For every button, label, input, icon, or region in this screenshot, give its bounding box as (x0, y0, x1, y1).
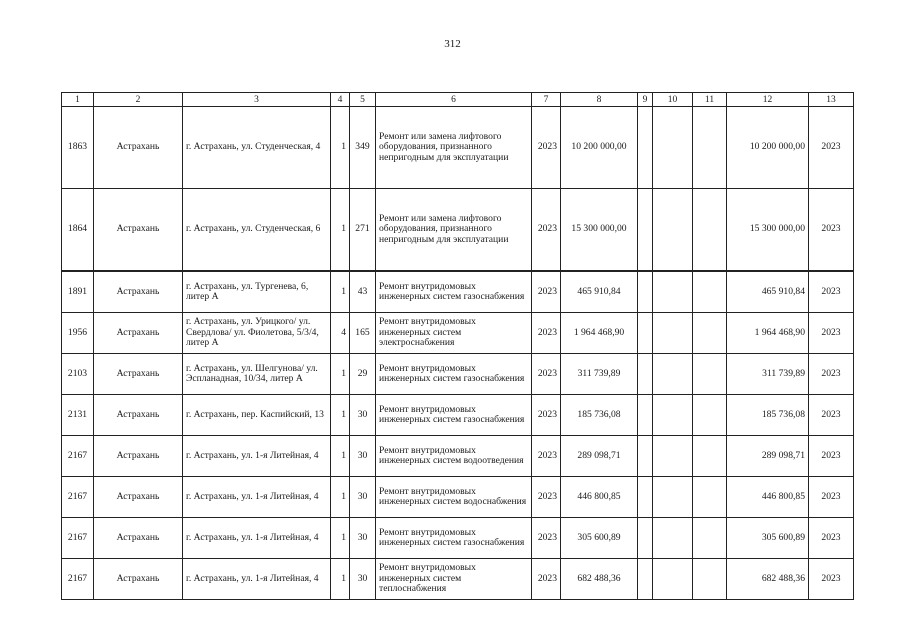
table-body (62, 107, 854, 600)
cell-completion-year: 2023 (809, 436, 854, 477)
column-header: 7 (532, 93, 561, 107)
cell-number: 2167 (62, 436, 94, 477)
column-header: 4 (331, 93, 350, 107)
cell-completion-year: 2023 (809, 477, 854, 518)
cell-col9 (638, 477, 653, 518)
cell-municipality: Астрахань (94, 189, 183, 272)
cell-col5: 30 (350, 518, 376, 559)
cell-completion-year: 2023 (809, 395, 854, 436)
table-header (62, 93, 854, 107)
cell-year: 2023 (532, 477, 561, 518)
cell-col5: 30 (350, 559, 376, 600)
cell-col9 (638, 189, 653, 272)
cell-municipality: Астрахань (94, 518, 183, 559)
cell-address: г. Астрахань, ул. Студенческая, 6 (183, 189, 331, 272)
cell-col10 (653, 107, 693, 189)
cell-col9 (638, 354, 653, 395)
cell-total: 682 488,36 (727, 559, 809, 600)
table-row (62, 107, 854, 189)
cell-col5: 349 (350, 107, 376, 189)
cell-col10 (653, 518, 693, 559)
cell-col4: 1 (331, 477, 350, 518)
cell-year: 2023 (532, 436, 561, 477)
cell-col9 (638, 559, 653, 600)
cell-col5: 30 (350, 436, 376, 477)
cell-municipality: Астрахань (94, 313, 183, 354)
cell-municipality: Астрахань (94, 436, 183, 477)
cell-number: 2167 (62, 559, 94, 600)
cell-col11 (693, 271, 727, 313)
cell-address: г. Астрахань, ул. 1-я Литейная, 4 (183, 518, 331, 559)
cell-col9 (638, 395, 653, 436)
cell-total: 305 600,89 (727, 518, 809, 559)
cell-number: 2167 (62, 477, 94, 518)
cell-municipality: Астрахань (94, 395, 183, 436)
cell-col4: 1 (331, 271, 350, 313)
cell-number: 1864 (62, 189, 94, 272)
cell-year: 2023 (532, 313, 561, 354)
cell-col10 (653, 271, 693, 313)
cell-municipality: Астрахань (94, 477, 183, 518)
cell-number: 1863 (62, 107, 94, 189)
cell-col11 (693, 436, 727, 477)
cell-cost: 311 739,89 (561, 354, 638, 395)
cell-completion-year: 2023 (809, 313, 854, 354)
cell-total: 311 739,89 (727, 354, 809, 395)
cell-work-type: Ремонт внутридомовых инженерных систем газоснабжения (376, 271, 532, 313)
cell-total: 1 964 468,90 (727, 313, 809, 354)
table-row (62, 559, 854, 600)
page-number: 312 (444, 38, 461, 50)
cell-completion-year: 2023 (809, 354, 854, 395)
cell-col9 (638, 518, 653, 559)
cell-address: г. Астрахань, ул. 1-я Литейная, 4 (183, 559, 331, 600)
cell-col11 (693, 189, 727, 272)
cell-work-type: Ремонт или замена лифтового оборудования, признанного непригодным для эксплуатации (376, 189, 532, 272)
cell-col11 (693, 559, 727, 600)
column-header: 9 (638, 93, 653, 107)
table-row (62, 354, 854, 395)
cell-col9 (638, 107, 653, 189)
cell-address: г. Астрахань, ул. 1-я Литейная, 4 (183, 436, 331, 477)
cell-work-type: Ремонт внутридомовых инженерных систем теплоснабжения (376, 559, 532, 600)
cell-col9 (638, 313, 653, 354)
cell-address: г. Астрахань, ул. Шелгунова/ ул. Эспланадная, 10/34, литер А (183, 354, 331, 395)
cell-col5: 271 (350, 189, 376, 272)
cell-col4: 1 (331, 436, 350, 477)
column-header: 8 (561, 93, 638, 107)
cell-col4: 1 (331, 354, 350, 395)
cell-number: 1956 (62, 313, 94, 354)
column-header: 1 (62, 93, 94, 107)
column-header: 6 (376, 93, 532, 107)
cell-number: 2103 (62, 354, 94, 395)
cell-address: г. Астрахань, ул. Студенческая, 4 (183, 107, 331, 189)
column-header: 3 (183, 93, 331, 107)
cell-col4: 1 (331, 189, 350, 272)
cell-year: 2023 (532, 354, 561, 395)
cell-cost: 305 600,89 (561, 518, 638, 559)
cell-col10 (653, 395, 693, 436)
cell-work-type: Ремонт внутридомовых инженерных систем водоснабжения (376, 477, 532, 518)
column-header: 10 (653, 93, 693, 107)
cell-cost: 185 736,08 (561, 395, 638, 436)
cell-total: 10 200 000,00 (727, 107, 809, 189)
cell-municipality: Астрахань (94, 271, 183, 313)
cell-work-type: Ремонт или замена лифтового оборудования, признанного непригодным для эксплуатации (376, 107, 532, 189)
cell-col10 (653, 354, 693, 395)
cell-cost: 10 200 000,00 (561, 107, 638, 189)
registry-table (61, 92, 854, 600)
cell-col5: 165 (350, 313, 376, 354)
cell-col5: 30 (350, 477, 376, 518)
cell-municipality: Астрахань (94, 559, 183, 600)
cell-cost: 465 910,84 (561, 271, 638, 313)
column-header: 13 (809, 93, 854, 107)
cell-col5: 29 (350, 354, 376, 395)
cell-cost: 15 300 000,00 (561, 189, 638, 272)
cell-col9 (638, 436, 653, 477)
cell-col4: 1 (331, 107, 350, 189)
cell-completion-year: 2023 (809, 518, 854, 559)
cell-work-type: Ремонт внутридомовых инженерных систем газоснабжения (376, 354, 532, 395)
cell-col10 (653, 189, 693, 272)
cell-cost: 1 964 468,90 (561, 313, 638, 354)
cell-cost: 682 488,36 (561, 559, 638, 600)
cell-col10 (653, 436, 693, 477)
column-header: 5 (350, 93, 376, 107)
cell-col10 (653, 313, 693, 354)
cell-number: 1891 (62, 271, 94, 313)
cell-col9 (638, 271, 653, 313)
cell-municipality: Астрахань (94, 107, 183, 189)
cell-address: г. Астрахань, ул. Тургенева, 6, литер А (183, 271, 331, 313)
cell-year: 2023 (532, 395, 561, 436)
table-row (62, 271, 854, 313)
cell-total: 465 910,84 (727, 271, 809, 313)
cell-total: 446 800,85 (727, 477, 809, 518)
cell-cost: 289 098,71 (561, 436, 638, 477)
cell-cost: 446 800,85 (561, 477, 638, 518)
cell-work-type: Ремонт внутридомовых инженерных систем водоотведения (376, 436, 532, 477)
table-row (62, 395, 854, 436)
cell-col10 (653, 477, 693, 518)
cell-col5: 30 (350, 395, 376, 436)
table-row (62, 313, 854, 354)
header-row (62, 93, 854, 107)
cell-number: 2131 (62, 395, 94, 436)
cell-col4: 1 (331, 395, 350, 436)
cell-address: г. Астрахань, ул. Урицкого/ ул. Свердлова/ ул. Фиолетова, 5/3/4, литер А (183, 313, 331, 354)
cell-work-type: Ремонт внутридомовых инженерных систем газоснабжения (376, 395, 532, 436)
cell-completion-year: 2023 (809, 189, 854, 272)
table-row (62, 518, 854, 559)
column-header: 12 (727, 93, 809, 107)
cell-col4: 4 (331, 313, 350, 354)
cell-col4: 1 (331, 518, 350, 559)
cell-total: 185 736,08 (727, 395, 809, 436)
cell-municipality: Астрахань (94, 354, 183, 395)
cell-work-type: Ремонт внутридомовых инженерных систем газоснабжения (376, 518, 532, 559)
cell-col11 (693, 518, 727, 559)
cell-completion-year: 2023 (809, 559, 854, 600)
cell-total: 15 300 000,00 (727, 189, 809, 272)
table-row (62, 436, 854, 477)
cell-total: 289 098,71 (727, 436, 809, 477)
cell-col11 (693, 107, 727, 189)
cell-col4: 1 (331, 559, 350, 600)
cell-col11 (693, 354, 727, 395)
table-row (62, 477, 854, 518)
cell-col11 (693, 313, 727, 354)
cell-address: г. Астрахань, ул. 1-я Литейная, 4 (183, 477, 331, 518)
cell-year: 2023 (532, 271, 561, 313)
cell-col11 (693, 477, 727, 518)
cell-address: г. Астрахань, пер. Каспийский, 13 (183, 395, 331, 436)
column-header: 2 (94, 93, 183, 107)
cell-work-type: Ремонт внутридомовых инженерных систем электроснабжения (376, 313, 532, 354)
cell-completion-year: 2023 (809, 107, 854, 189)
cell-year: 2023 (532, 189, 561, 272)
cell-year: 2023 (532, 559, 561, 600)
column-header: 11 (693, 93, 727, 107)
cell-col5: 43 (350, 271, 376, 313)
cell-year: 2023 (532, 107, 561, 189)
cell-completion-year: 2023 (809, 271, 854, 313)
cell-col11 (693, 395, 727, 436)
cell-col10 (653, 559, 693, 600)
cell-number: 2167 (62, 518, 94, 559)
table-row (62, 189, 854, 272)
cell-year: 2023 (532, 518, 561, 559)
